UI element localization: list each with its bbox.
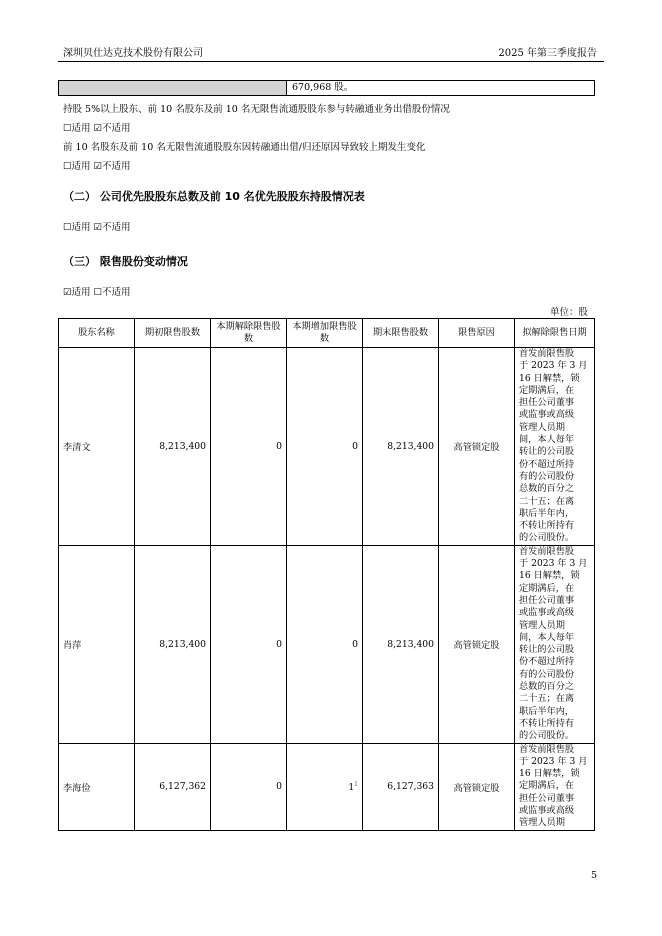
unit-label: 单位：股 [549,307,588,318]
unlock-date-line: 二十五；在离 [519,495,575,507]
end-shares-cell: 6,127,363 [363,743,439,830]
unlock-date-line: 二十五；在离 [519,693,575,705]
lending-change-option: ☐适用 ☑不适用 [63,161,131,172]
section-preferred-shares-option: ☐适用 ☑不适用 [63,222,131,233]
released-shares-cell: 0 [211,545,287,743]
unlock-date-line: 16 日解禁，锁 [519,768,580,780]
continued-table-row [58,80,595,96]
start-shares-cell: 8,213,400 [135,348,211,546]
added-shares-value: 0 [352,638,358,650]
restricted-shares-table [58,318,595,831]
restriction-reason-cell: 高管锁定股 [439,545,515,743]
unlock-date-line: 职后半年内， [519,705,575,717]
unlock-date-line: 16 日解禁，锁 [519,372,580,384]
unlock-date-cell [515,545,595,743]
unlock-date-line: 担任公司董事 [519,397,575,409]
shares-value: 670,968 股。 [292,82,354,93]
holder-name-cell: 李清文 [59,348,135,546]
unlock-date-line: 转让的公司股 [519,446,575,458]
unlock-date-line: 有的公司股份 [519,470,575,482]
added-shares-value: 1 [348,781,355,793]
lending-change-text: 前 10 名股东及前 10 名无限售流通股股东因转融通出借/归还原因导致较上期发生变化 [63,142,426,153]
section-preferred-shares-title: （二） 公司优先股股东总数及前 10 名优先股股东持股情况表 [63,190,365,203]
unlock-date-line: 或监事或高级 [519,607,575,619]
unlock-date-line: 担任公司董事 [519,792,575,804]
unlock-date-line: 或监事或高级 [519,804,575,816]
end-shares-cell: 8,213,400 [363,348,439,546]
unlock-date-line: 于 2023 年 3 月 [519,360,588,372]
lending-participation-text: 持股 5%以上股东、前 10 名股东及前 10 名无限售流通股股东参与转融通业务出借股份情况 [63,104,450,115]
unlock-date-line: 的公司股份。 [519,532,575,544]
end-shares-cell: 8,213,400 [363,545,439,743]
col-header-start: 期初限售股数 [135,319,211,348]
unlock-date-line: 份不超过所持 [519,458,575,470]
unlock-date-line: 16 日解禁，锁 [519,570,580,582]
restriction-reason-cell: 高管锁定股 [439,743,515,830]
shaded-cell [59,81,287,95]
table-row [59,348,595,546]
released-shares-cell: 0 [211,743,287,830]
unlock-date-line: 职后半年内， [519,507,575,519]
unlock-date-cell [515,743,595,830]
unlock-date-line: 管理人员期 [519,619,565,631]
col-header-reason: 限售原因 [439,319,515,348]
page-number: 5 [590,870,597,881]
unlock-date-line: 定期满后，在 [519,384,575,396]
unlock-date-line: 担任公司董事 [519,594,575,606]
unlock-date-line: 份不超过所持 [519,656,575,668]
unlock-date-line: 首发前限售股 [519,545,575,557]
added-shares-cell [287,545,363,743]
released-shares-cell: 0 [211,348,287,546]
restriction-reason-cell: 高管锁定股 [439,348,515,546]
holder-name-cell: 肖萍 [59,545,135,743]
unlock-date-line: 管理人员期 [519,817,565,829]
footnote-marker[interactable]: 1 [354,780,358,788]
unlock-date-line: 首发前限售股 [519,743,575,755]
section-restricted-shares-title: （三） 限售股份变动情况 [63,255,188,268]
added-shares-cell [287,348,363,546]
unlock-date-line: 于 2023 年 3 月 [519,755,588,767]
unlock-date-line: 于 2023 年 3 月 [519,558,588,570]
header-divider [58,61,604,62]
col-header-unlock-date: 拟解除限售日期 [515,319,595,348]
unlock-date-line: 或监事或高级 [519,409,575,421]
unlock-date-line: 定期满后，在 [519,780,575,792]
added-shares-value: 0 [352,440,358,452]
unlock-date-line: 间，本人每年 [519,434,575,446]
col-header-holder: 股东名称 [59,319,135,348]
unlock-date-line: 管理人员期 [519,421,565,433]
section-restricted-shares-option: ☑适用 ☐不适用 [63,287,131,298]
start-shares-cell: 6,127,362 [135,743,211,830]
col-header-released: 本期解除限售股数 [211,319,287,348]
col-header-added: 本期增加限售股数 [287,319,363,348]
lending-participation-option: ☐适用 ☑不适用 [63,123,131,134]
start-shares-cell: 8,213,400 [135,545,211,743]
unlock-date-line: 总数的百分之 [519,483,575,495]
unlock-date-line: 不转让所持有 [519,717,575,729]
unlock-date-line: 定期满后，在 [519,582,575,594]
unlock-date-cell [515,348,595,546]
header-company: 深圳贝仕达克技术股份有限公司 [63,48,203,59]
unlock-date-line: 不转让所持有 [519,520,575,532]
unlock-date-line: 有的公司股份 [519,668,575,680]
col-header-end: 期末限售股数 [363,319,439,348]
header-report-title: 2025 年第三季度报告 [498,48,597,59]
unlock-date-line: 间，本人每年 [519,631,575,643]
table-header-row [59,319,595,348]
unlock-date-line: 首发前限售股 [519,348,575,359]
added-shares-cell [287,743,363,830]
table-row [59,743,595,830]
table-row [59,545,595,743]
holder-name-cell: 李海俭 [59,743,135,830]
unlock-date-line: 的公司股份。 [519,730,575,742]
unlock-date-line: 转让的公司股 [519,644,575,656]
unlock-date-line: 总数的百分之 [519,681,575,693]
